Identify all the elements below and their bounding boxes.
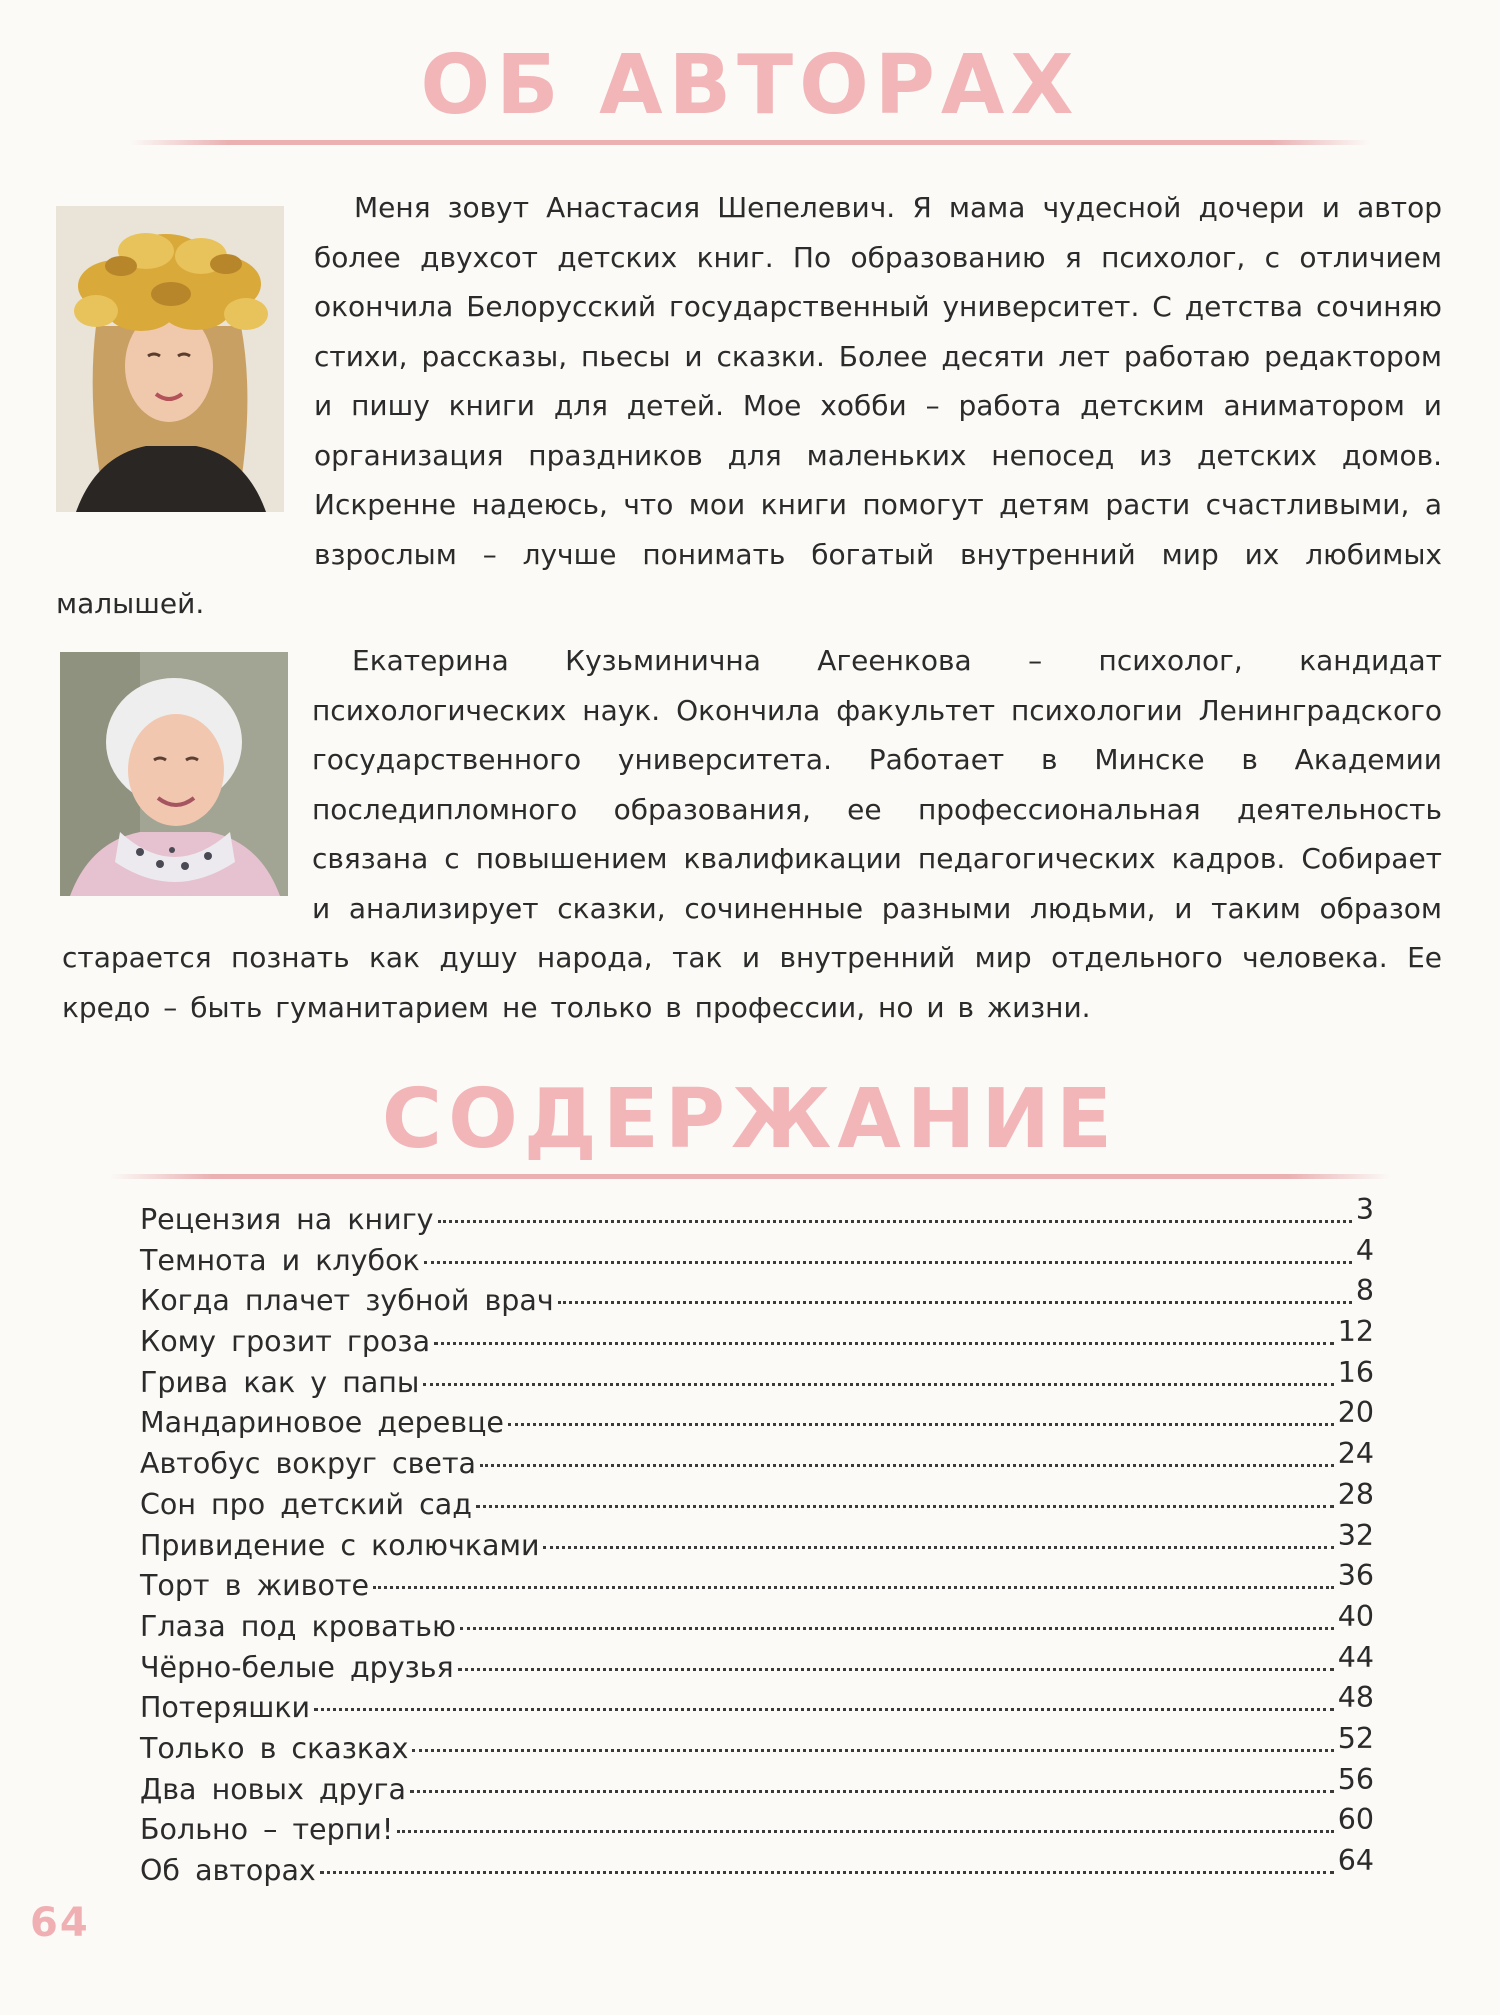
toc-entry-title: Потеряшки [140, 1691, 311, 1725]
toc-entry [140, 1762, 1374, 1811]
toc-entry [140, 1518, 1374, 1567]
toc-entry [140, 1274, 1374, 1322]
toc-entry [140, 1599, 1374, 1648]
toc-entry [140, 1396, 1374, 1444]
toc-entry-title: Сон про детский сад [140, 1487, 472, 1521]
toc-entry [140, 1640, 1374, 1689]
toc-entry [140, 1315, 1374, 1363]
toc-dot-leader [423, 1383, 1333, 1386]
toc-entry-page: 40 [1337, 1599, 1374, 1633]
toc-entry-title: Когда плачет зубной врач [140, 1284, 554, 1318]
toc-dot-leader [434, 1342, 1334, 1345]
toc-entry-page: 24 [1337, 1437, 1374, 1471]
toc-entry-page: 32 [1337, 1518, 1374, 1552]
toc-dot-leader [373, 1586, 1334, 1589]
toc-entry [140, 1233, 1374, 1282]
toc-entry-title: Торт в животе [140, 1569, 370, 1603]
toc-entry-title: Об авторах [140, 1854, 316, 1887]
toc-entry-title: Грива как у папы [140, 1365, 420, 1399]
toc-entry [140, 1803, 1374, 1851]
toc-entry-page: 48 [1337, 1681, 1374, 1715]
heading-divider [110, 1174, 1390, 1179]
toc-dot-leader [424, 1261, 1352, 1264]
toc-dot-leader [412, 1749, 1333, 1752]
toc-entry [140, 1559, 1374, 1607]
toc-entry-title: Кому грозит гроза [140, 1325, 431, 1359]
toc-entry-page: 20 [1337, 1396, 1374, 1430]
toc-entry-title: Темнота и клубок [140, 1243, 420, 1277]
heading-divider [130, 140, 1370, 145]
toc-entry-page: 56 [1337, 1762, 1374, 1796]
author-bio-shepelevich: Меня зовут Анастасия Шепелевич. Я мама чудесной дочери и автор более двухсот детских книг. По образованию я психолог, с отличием окончила Белорусский государственный университет. С детства сочиняю стихи, рассказы, пьесы и сказки. Более десяти лет работаю редактором и пишу книги для детей. Мое хобби – работа детским аниматором и организация праздников для маленьких непосед из детских домов. Искренне надеюсь, что мои книги помогут детям расти счастливыми, а взрослым – лучше понимать богатый внутренний мир их любимых малышей. [56, 191, 1442, 620]
toc-entry-title: Только в сказках [140, 1731, 409, 1765]
toc-entry-title: Привидение с колючками [140, 1528, 540, 1562]
toc-entry-page: 8 [1355, 1274, 1374, 1308]
toc-entry [140, 1477, 1374, 1526]
page-number: 64 [30, 1900, 90, 1946]
toc-entry-page: 16 [1337, 1355, 1374, 1389]
toc-dot-leader [314, 1708, 1334, 1711]
toc-dot-leader [438, 1220, 1352, 1223]
toc-entry-title: Автобус вокруг света [140, 1447, 477, 1481]
contents-heading: СОДЕРЖАНИЕ [381, 1072, 1119, 1167]
toc-entry-page: 60 [1337, 1803, 1374, 1837]
toc-entry-title: Рецензия на книгу [140, 1203, 434, 1236]
toc-entry-title: Чёрно-белые друзья [140, 1650, 454, 1684]
author-bio-ageenkova: Екатерина Кузьминична Агеенкова – психолог, кандидат психологических наук. Окончила факультет психологии Ленинградского государственного университета. Работает в Минске в Академии последипломного образования, ее профессиональная деятельность связана с повышением квалификации педагогических кадров. Собирает и анализирует сказки, сочиненные разными людьми, и таким образом старается познать как душу народа, так и внутренний мир отдельного человека. Ее кредо – быть гуманитарием не только в профессии, но и в жизни. [62, 644, 1442, 1024]
toc-dot-leader [508, 1423, 1334, 1426]
toc-entry-page: 64 [1337, 1844, 1374, 1877]
toc-entry [140, 1355, 1374, 1404]
toc-dot-leader [458, 1668, 1334, 1671]
toc-entry-page: 4 [1355, 1233, 1374, 1267]
toc-dot-leader [320, 1871, 1334, 1874]
toc-entry-title: Два новых друга [140, 1772, 406, 1806]
toc-entry-page: 52 [1337, 1721, 1374, 1755]
toc-dot-leader [397, 1830, 1333, 1833]
toc-entry [140, 1721, 1374, 1770]
toc-entry [140, 1844, 1374, 1892]
toc-entry-title: Больно – терпи! [140, 1813, 394, 1847]
about-authors-heading: ОБ АВТОРАХ [420, 38, 1080, 133]
toc-entry [140, 1193, 1374, 1241]
toc-dot-leader [543, 1546, 1333, 1549]
toc-dot-leader [480, 1464, 1334, 1467]
toc-entry [140, 1437, 1374, 1485]
toc-entry-page: 3 [1355, 1193, 1374, 1226]
toc-entry-page: 36 [1337, 1559, 1374, 1593]
toc-dot-leader [558, 1301, 1352, 1304]
toc-dot-leader [476, 1505, 1334, 1508]
toc-entry-title: Глаза под кроватью [140, 1609, 456, 1643]
toc-entry-page: 44 [1337, 1640, 1374, 1674]
toc-entry-page: 12 [1337, 1315, 1374, 1349]
toc-entry [140, 1681, 1374, 1729]
toc-entry-page: 28 [1337, 1477, 1374, 1511]
toc-dot-leader [460, 1627, 1334, 1630]
table-of-contents [140, 1193, 1374, 1892]
toc-entry-title: Мандариновое деревце [140, 1406, 504, 1440]
toc-dot-leader [410, 1790, 1334, 1793]
